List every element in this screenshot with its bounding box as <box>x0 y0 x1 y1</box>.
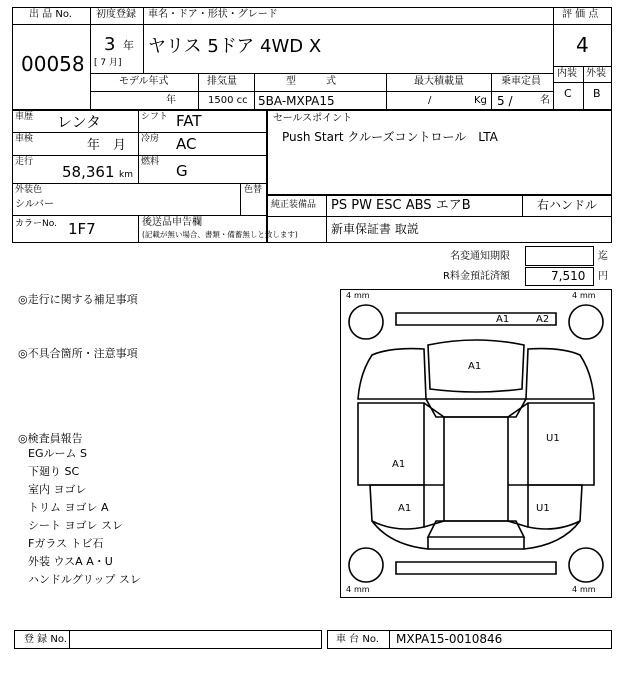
roof-outline <box>444 417 508 521</box>
capacity: 5 / <box>497 94 513 108</box>
rear-bumper-outline <box>396 562 556 574</box>
report-line: 外装 ウスA A・U <box>28 555 113 568</box>
mark-left-rear-door: A1 <box>398 503 412 514</box>
tire-label-rl: 4 <box>346 585 352 594</box>
chassis-label: 車 台 No. <box>336 634 379 645</box>
color-no-value: 1F7 <box>68 220 96 238</box>
rating-value: 4 <box>576 33 589 57</box>
warranty-value: 新車保証書 取説 <box>331 222 419 236</box>
max-load-label: 最大積載量 <box>414 76 464 87</box>
car-name-label: 車名・ドア・形状・グレード <box>148 9 278 20</box>
tire-unit-rl: mm <box>354 585 370 594</box>
tire-unit-fr: mm <box>580 291 596 300</box>
shift-value: FAT <box>176 112 202 130</box>
lot-no-label: 出 品 No. <box>29 9 72 20</box>
handle-value: 右ハンドル <box>537 198 598 212</box>
first-reg-year: 3 <box>104 34 116 55</box>
car-name: ヤリス 5ドア 4WD X <box>148 36 322 57</box>
left-rear-door-outline <box>370 485 424 529</box>
fuel-label: 燃料 <box>141 157 160 167</box>
right-pillar <box>508 403 528 527</box>
type-value: 5BA-MXPA15 <box>258 94 335 108</box>
report-line: 室内 ヨゴレ <box>28 483 87 496</box>
left-front-door-outline <box>358 403 424 485</box>
ac-value: AC <box>176 135 197 153</box>
recycle-unit: 円 <box>598 271 608 282</box>
tire-unit-rr: mm <box>580 585 596 594</box>
mark-right-rear-door: U1 <box>536 503 550 514</box>
name-change-label: 名変通知期限 <box>450 251 510 262</box>
left-fender-outline <box>358 349 426 399</box>
ac-label: 冷房 <box>141 134 160 144</box>
interior-grade: C <box>564 87 572 100</box>
tire-label-fr: 4 <box>572 291 578 300</box>
chassis-no: MXPA15-0010846 <box>396 632 503 646</box>
report-line: トリム ヨゴレ A <box>28 501 109 514</box>
equipment-value: PS PW ESC ABS エアB <box>331 198 471 213</box>
type-label: 型 式 <box>286 76 336 87</box>
report-line: 下廻り SC <box>28 465 80 478</box>
sales-point-value: Push Start クルーズコントロール LTA <box>282 130 498 144</box>
color-change-label: 色替 <box>244 185 263 195</box>
sales-point-label: セールスポイント <box>273 113 353 124</box>
tire-rear-right <box>569 548 603 582</box>
rating-label: 評 価 点 <box>562 9 599 20</box>
fuel-value: G <box>176 162 188 180</box>
max-load-unit: Kg <box>474 95 487 106</box>
mileage-label: 走行 <box>15 157 34 167</box>
tire-front-left <box>349 305 383 339</box>
lot-no: 00058 <box>21 52 85 76</box>
right-fender-outline <box>526 349 594 399</box>
mileage-value: 58,361 <box>62 163 115 181</box>
first-reg-month: [ 7 月] <box>94 58 122 68</box>
tire-rear-left <box>349 548 383 582</box>
name-change-suffix: 迄 <box>598 251 608 262</box>
reg-no-label: 登 録 No. <box>24 634 67 645</box>
inspector-report-label: ◎検査員報告 <box>18 432 83 445</box>
mark-front-bumper-a1: A1 <box>496 314 510 325</box>
car-diagram <box>340 289 612 598</box>
mark-hood: A1 <box>468 361 482 372</box>
shift-label: シフト <box>141 112 169 122</box>
doc-label: 後送品申告欄 <box>142 217 202 228</box>
report-line: EGルーム S <box>28 447 87 460</box>
right-front-door-outline <box>528 403 594 485</box>
front-bumper-outline <box>396 313 556 325</box>
color-no-label: カラーNo. <box>15 219 57 229</box>
tire-label-fl: 4 <box>346 291 352 300</box>
recycle-value: 7,510 <box>551 269 586 283</box>
doc-note: (記載が無い場合、書類・備蓄無しと致します) <box>142 230 298 239</box>
history-value: レンタ <box>57 113 102 131</box>
mark-left-front-door: A1 <box>392 459 406 470</box>
first-reg-year-unit: 年 <box>123 39 134 52</box>
first-reg-label: 初度登録 <box>96 9 136 20</box>
name-change-box <box>525 246 594 266</box>
color-value: シルバー <box>15 199 55 210</box>
report-line: ハンドルグリップ スレ <box>28 573 141 586</box>
driving-remarks-label: ◎走行に関する補足事項 <box>18 293 138 306</box>
tire-unit-fl: mm <box>354 291 370 300</box>
defect-remarks-label: ◎不具合箇所・注意事項 <box>18 347 138 360</box>
tire-label-rr: 4 <box>572 585 578 594</box>
tire-front-right <box>569 305 603 339</box>
history-label: 車歴 <box>15 112 34 122</box>
max-load-sep: / <box>428 95 432 106</box>
mark-right-front-door: U1 <box>546 433 560 444</box>
exterior-grade: B <box>593 87 601 100</box>
rear-window-outline <box>428 521 524 537</box>
displacement: 1500 cc <box>208 95 248 106</box>
left-pillar <box>424 403 444 527</box>
inspection-value: 年 月 <box>87 138 127 153</box>
recycle-label: R料金預託済額 <box>443 271 510 282</box>
equipment-label: 純正装備品 <box>271 200 317 210</box>
mark-front-bumper-a2: A2 <box>536 314 550 325</box>
capacity-label: 乗車定員 <box>501 76 541 87</box>
model-year-label: モデル年式 <box>119 76 169 87</box>
displacement-label: 排気量 <box>207 76 237 87</box>
interior-label: 内装 <box>557 68 577 79</box>
mileage-unit: km <box>119 170 133 180</box>
report-line: Fガラス トビ石 <box>28 537 104 550</box>
inspection-label: 車検 <box>15 134 34 144</box>
color-label: 外装色 <box>15 185 43 195</box>
capacity-unit: 名 <box>540 95 550 106</box>
report-line: シート ヨゴレ スレ <box>28 519 123 532</box>
exterior-label: 外装 <box>586 68 606 79</box>
model-year-unit: 年 <box>166 95 176 106</box>
